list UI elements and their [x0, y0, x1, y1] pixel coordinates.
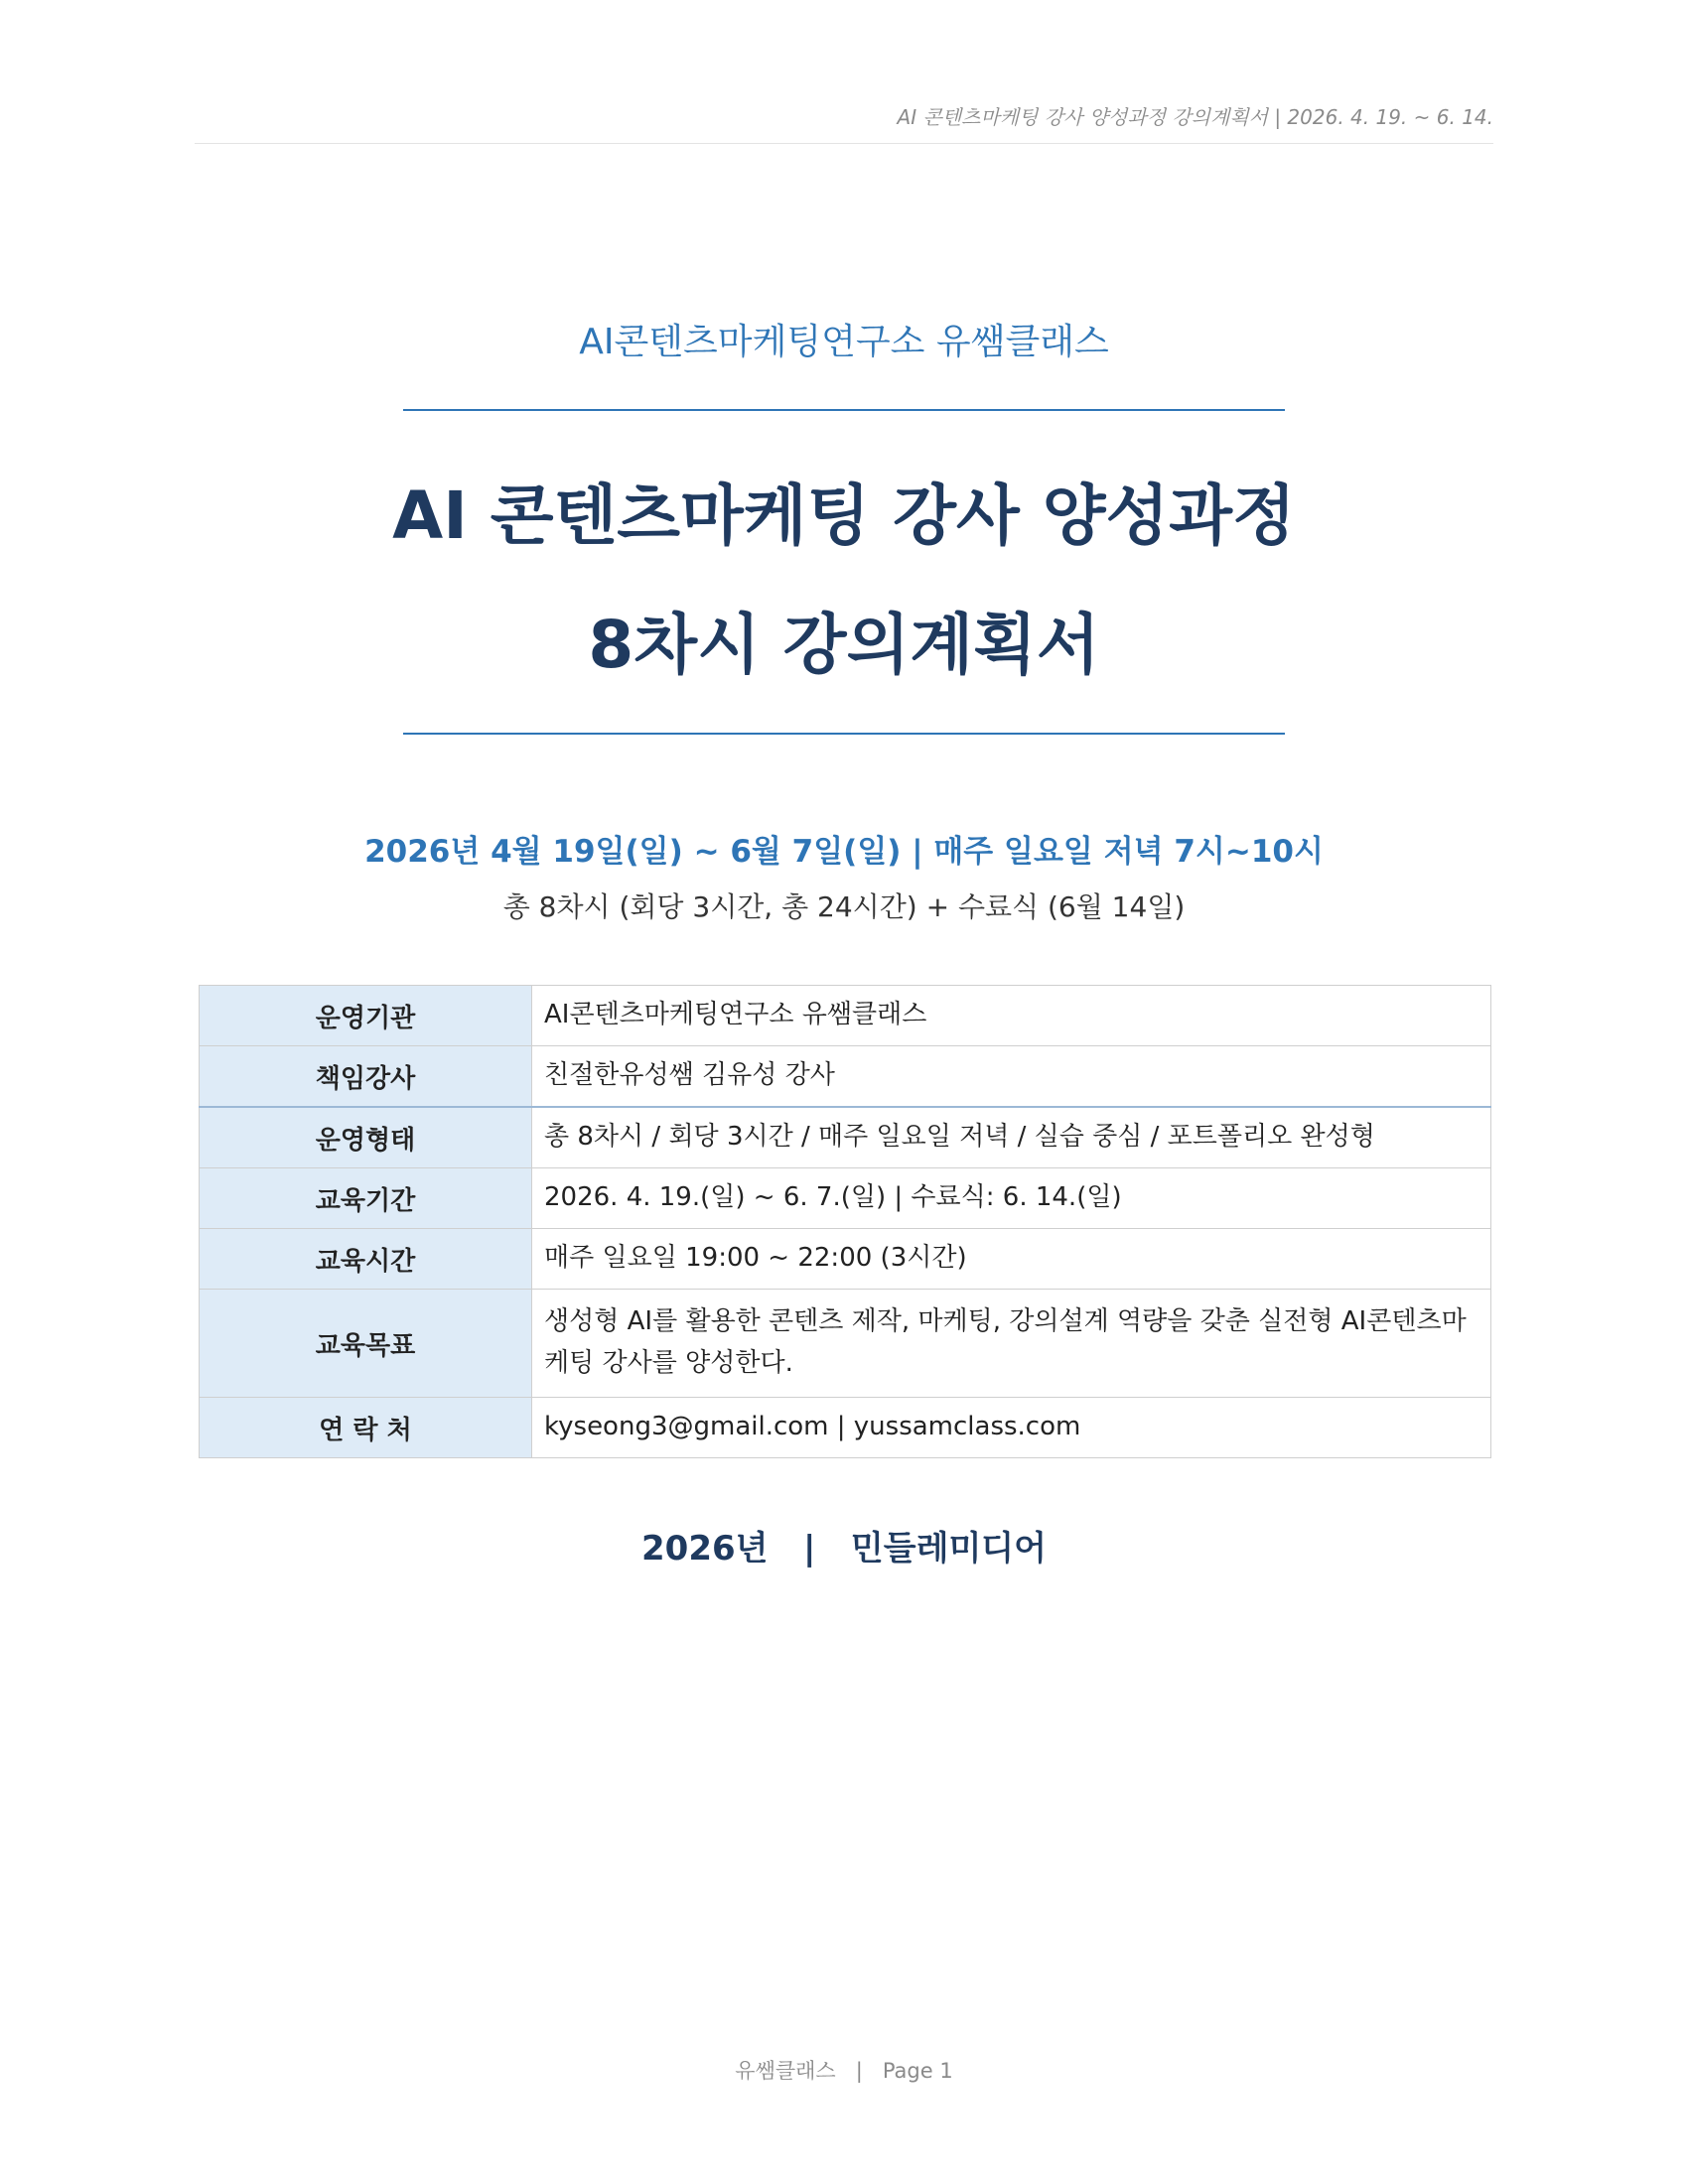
- session-total: 총 8차시 (회당 3시간, 총 24시간) + 수료식 (6월 14일): [502, 890, 1186, 923]
- row-label: 교육기간: [200, 1168, 532, 1229]
- table-row: [200, 1107, 1491, 1168]
- running-header: AI 콘텐츠마케팅 강사 양성과정 강의계획서 | 2026. 4. 19. ~ 6. 14.: [897, 105, 1493, 129]
- row-value: 2026. 4. 19.(일) ~ 6. 7.(일) | 수료식: 6. 14.(일): [532, 1168, 1491, 1229]
- document-title-line-2: 8차시 강의계획서: [588, 607, 1100, 683]
- schedule-summary: 2026년 4월 19일(일) ~ 6월 7일(일) | 매주 일요일 저녁 7시~10시: [364, 834, 1324, 870]
- table-row: [200, 1229, 1491, 1290]
- table-row: [200, 1290, 1491, 1398]
- title-top-divider: [403, 409, 1285, 411]
- title-bottom-divider: [403, 733, 1285, 735]
- row-label: 운영기관: [200, 986, 532, 1046]
- row-value: AI콘텐츠마케팅연구소 유쌤클래스: [532, 986, 1491, 1046]
- organization-name: AI콘텐츠마케팅연구소 유쌤클래스: [579, 322, 1109, 362]
- row-value: 총 8차시 / 회당 3시간 / 매주 일요일 저녁 / 실습 중심 / 포트폴리오 완성형: [532, 1107, 1491, 1168]
- row-label: 책임강사: [200, 1046, 532, 1108]
- year-publisher: 2026년 | 민들레미디어: [641, 1529, 1047, 1569]
- table-row: [200, 1046, 1491, 1108]
- row-value: 친절한유성쌤 김유성 강사: [532, 1046, 1491, 1108]
- page-footer: 유쌤클래스 | Page 1: [735, 2059, 953, 2083]
- row-label: 교육목표: [200, 1290, 532, 1398]
- row-label: 운영형태: [200, 1107, 532, 1168]
- table-row: [200, 1398, 1491, 1458]
- row-label: 연 락 처: [200, 1398, 532, 1458]
- row-value: kyseong3@gmail.com | yussamclass.com: [532, 1398, 1491, 1458]
- document-title-line-1: AI 콘텐츠마케팅 강사 양성과정: [392, 478, 1296, 554]
- table-row: [200, 986, 1491, 1046]
- table-row: [200, 1168, 1491, 1229]
- course-info-table: [199, 985, 1491, 1458]
- header-divider: [195, 143, 1493, 144]
- row-value: 매주 일요일 19:00 ~ 22:00 (3시간): [532, 1229, 1491, 1290]
- row-value: 생성형 AI를 활용한 콘텐츠 제작, 마케팅, 강의설계 역량을 갖춘 실전형 AI콘텐츠마케팅 강사를 양성한다.: [532, 1290, 1491, 1398]
- row-label: 교육시간: [200, 1229, 532, 1290]
